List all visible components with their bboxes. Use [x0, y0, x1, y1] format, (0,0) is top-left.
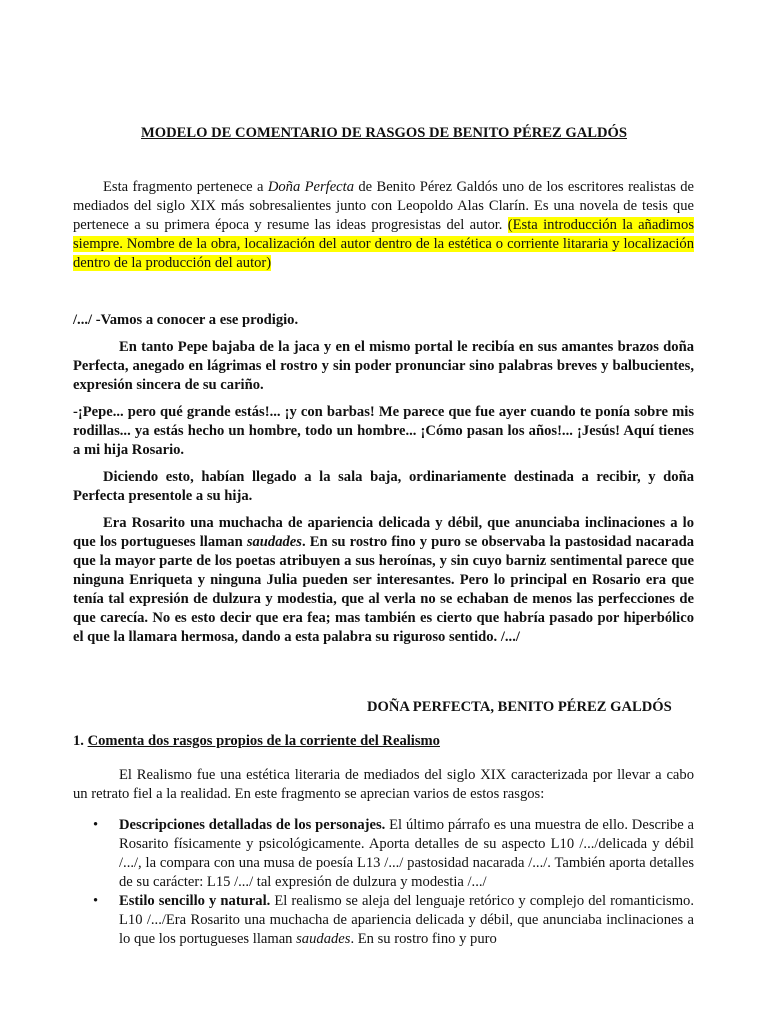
bullet-icon: •	[93, 893, 99, 909]
fragment-paragraph-5	[73, 514, 694, 647]
literary-fragment	[73, 311, 694, 655]
list-item-text: El realismo se aleja del lenguaje retórico y complejo del romanticismo. L10 /.../Era Rosarito una muchacha de apariencia delicada y débil, que anunciaba inclinaciones a lo que los portugueses llaman	[119, 893, 694, 947]
fragment-paragraph-3: -¡Pepe... pero qué grande estás!... ¡y con barbas! Me parece que fue ayer cuando te ponía sobre mis rodillas... ya estás hecho un hombre, todo un hombre... ¡Cómo pasan los años!... ¡Jesús! Aquí tienes a mi hija Rosario.	[73, 404, 694, 458]
fragment-p5-italic: saudades	[246, 534, 302, 550]
intro-paragraph	[73, 178, 694, 273]
intro-text-after: de Benito Pérez Galdós uno de los escritores realistas de mediados del siglo XIX más sobresalientes junto con Leopoldo Alas Clarín. Es una novela de tesis que pertenece a su primera época y resume las ideas progresistas del autor.	[73, 179, 694, 233]
page-title: MODELO DE COMENTARIO DE RASGOS DE BENITO PÉREZ GALDÓS	[141, 125, 627, 141]
list-item-heading: Descripciones detalladas de los personajes.	[119, 817, 386, 833]
fragment-p5-before: Era Rosarito una muchacha de apariencia delicada y débil, que anunciaba inclinaciones a lo que los portugueses llaman	[73, 515, 694, 550]
fragment-paragraph-4: Diciendo esto, habían llegado a la sala baja, ordinariamente destinada a recibir, y doña Perfecta presentole a su hija.	[73, 469, 694, 504]
fragment-paragraph-1: /.../ -Vamos a conocer a ese prodigio.	[73, 312, 299, 328]
list-item-text: El último párrafo es una muestra de ello. Describe a Rosarito físicamente y psicológicamente. Aporta detalles de su aspecto L10 /.../delicada y débil /.../, la compara con una musa de poesía L13 /.../ pastosidad nacarada /.../. También aporta detalles de su carácter: L15 /.../ tal expresión de dulzura y modestia /.../	[119, 817, 694, 890]
highlighted-note: (Esta introducción la añadimos siempre. Nombre de la obra, localización del autor dentro de la estética o corriente litararia y localización dentro de la producción del autor)	[73, 217, 694, 271]
list-item	[73, 892, 694, 949]
fragment-paragraph-2: En tanto Pepe bajaba de la jaca y en el mismo portal le recibía en sus amantes brazos doña Perfecta, anegado en lágrimas el rostro y sin poder pronunciar sino palabras breves y balbucientes, expresión sincera de su cariño.	[73, 339, 694, 393]
source-citation: DOÑA PERFECTA, BENITO PÉREZ GALDÓS	[367, 699, 672, 715]
work-title: Doña Perfecta	[267, 179, 355, 195]
list-item-italic: saudades	[296, 931, 351, 947]
list-item	[73, 816, 694, 892]
fragment-p5-after: . En su rostro fino y puro se observaba la pastosidad nacarada que la mayor parte de los poetas atribuyen a sus heroínas, y sin cuyo barniz sentimental parece que ninguna Enriqueta y ninguna Julia pueden ser interesantes. Pero lo principal en Rosario era que tenía tal expresión de dulzura y modestia, que al verla no se echaban de menos las perfecciones de que carecía. No es esto decir que era fea; mas también es cierto que habría pasado por hiperbólico el que la llamara hermosa, dando a esta palabra su riguroso sentido. /.../	[73, 534, 694, 645]
question-number: 1.	[73, 733, 88, 749]
intro-text-before: Esta fragmento pertenece a	[103, 179, 268, 195]
bullet-icon: •	[93, 817, 99, 833]
question-text: Comenta dos rasgos propios de la corriente del Realismo	[87, 733, 440, 749]
list-item-text-after: . En su rostro fino y puro	[350, 931, 497, 947]
question-1	[73, 732, 440, 751]
answer-paragraph: El Realismo fue una estética literaria de mediados del siglo XIX caracterizada por llevar a cabo un retrato fiel a la realidad. En este fragmento se aprecian varios de estos rasgos:	[73, 767, 694, 802]
list-item-heading: Estilo sencillo y natural.	[119, 893, 271, 909]
rasgos-list	[73, 816, 694, 949]
